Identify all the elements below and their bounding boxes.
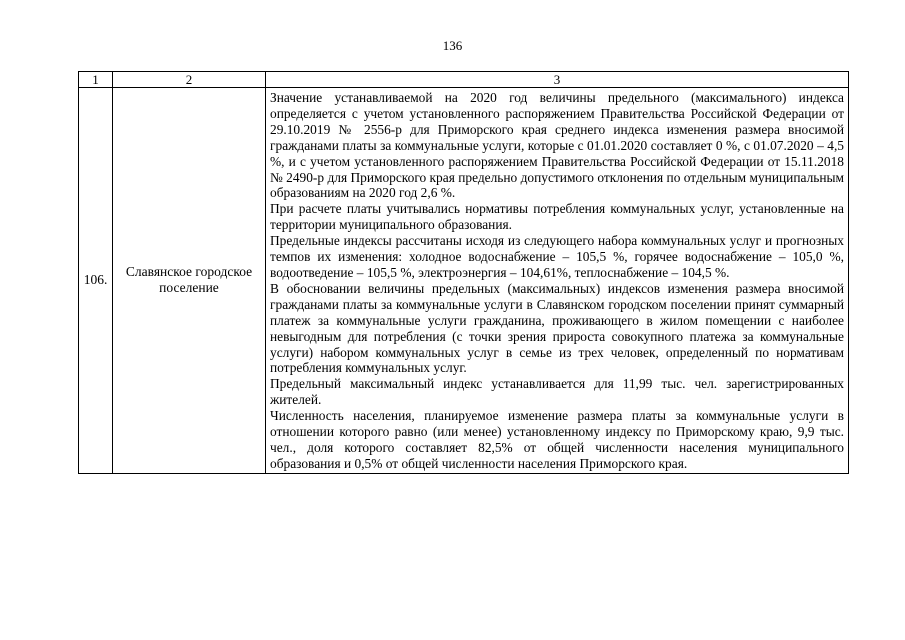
header-col-3: 3 — [266, 72, 849, 88]
row-number: 106. — [79, 88, 113, 474]
municipality-name: Славянское городское поселение — [113, 88, 266, 474]
page-number: 136 — [442, 38, 463, 53]
paragraph-registered-residents: Предельный максимальный индекс устанавливается для 11,99 тыс. чел. зарегистрированных жителей. — [270, 376, 844, 408]
paragraph-justification: В обосновании величины предельных (максимальных) индексов изменения размера вносимой гражданами платы за коммунальные услуги в Славянском городском поселении принят суммарный платеж за коммунальные услуги гражданина, проживающего в жилом помещении с наиболее невыгодным для потребления (с точки зрения прироста совокупного платежа за коммунальные услуги) набором коммунальных услуг в семье из трех человек, определенный по нормативам потребления коммунальных услуг. — [270, 280, 844, 376]
header-col-1: 1 — [79, 72, 113, 88]
paragraph-index-value: Значение устанавливаемой на 2020 год величины предельного (максимального) индекса определяется с учетом установленного распоряжением Правительства Российской Федерации от 29.10.2019 № 2556-р для Приморского края среднего индекса изменения размера вносимой гражданами платы за коммунальные услуги, которые с 01.01.2020 составляет 0 %, с 01.07.2020 – 4,5 %, и с учетом установленного распоряжением Правительства Российской Федерации от 15.11.2018 № 2490-р для Приморского края предельно допустимого отклонения по отдельным муниципальным образованиям на 2020 год 2,6 %. — [270, 90, 844, 201]
header-col-2: 2 — [113, 72, 266, 88]
table-row — [79, 88, 849, 474]
paragraph-service-rates: Предельные индексы рассчитаны исходя из следующего набора коммунальных услуг и прогнозных темпов их изменения: холодное водоснабжение – 105,5 %, горячее водоснабжение – 105,0 %, водоотведение – 105,5 %, электроэнергия – 104,61%, теплоснабжение – 104,5 %. — [270, 233, 844, 280]
index-table — [78, 71, 849, 474]
paragraph-consumption-norms: При расчете платы учитывались нормативы потребления коммунальных услуг, установленные на территории муниципального образования. — [270, 201, 844, 233]
table-header-row — [79, 72, 849, 88]
description-cell — [266, 88, 849, 474]
paragraph-population-share: Численность населения, планируемое изменение размера платы за коммунальные услуги в отношении которого равно (или менее) установленному индексу по Приморскому краю, 9,9 тыс. чел., доля которого составляет 82,5% от общей численности населения муниципального образования и 0,5% от общей численности населения Приморского края. — [270, 408, 844, 471]
